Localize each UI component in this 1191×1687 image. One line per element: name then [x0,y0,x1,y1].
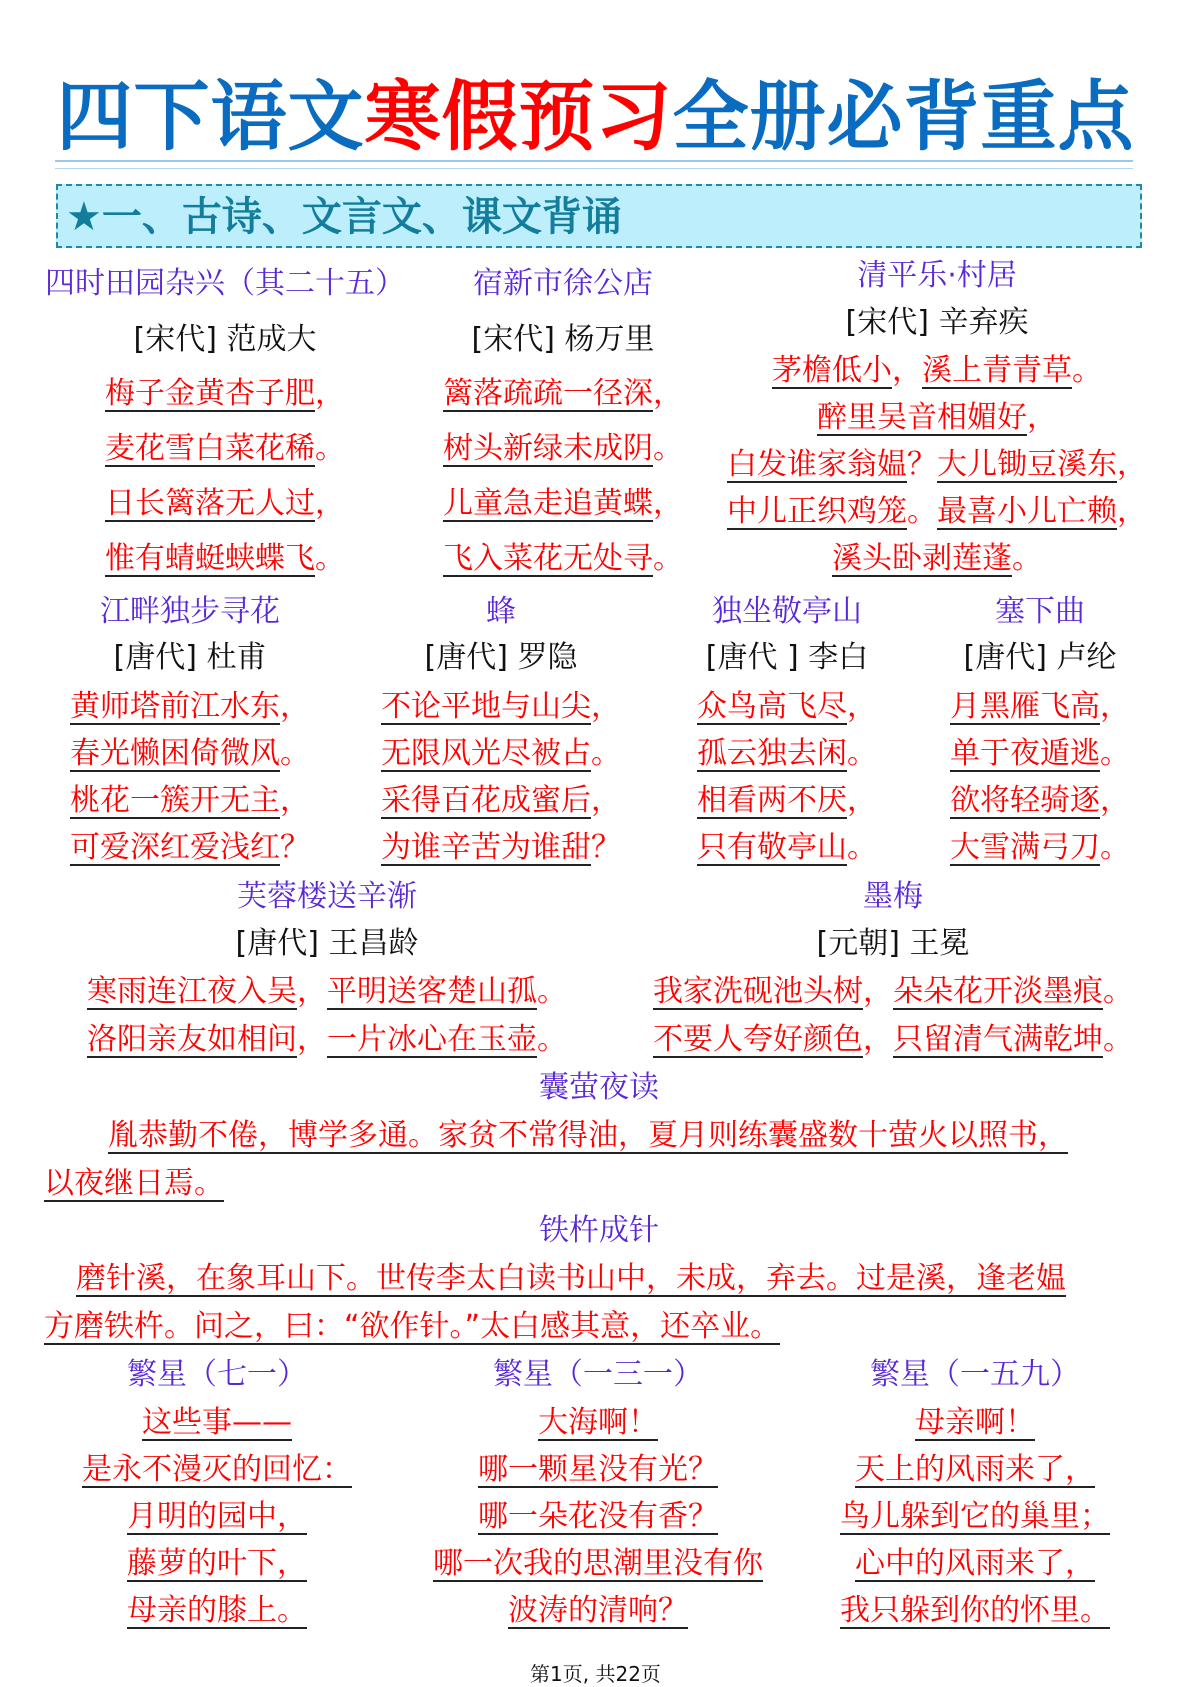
poem-line: 波涛的清响？ [508,1593,688,1628]
poem-line: 哪一颗星没有光？ [478,1452,718,1487]
poem-line: 哪一朵花没有香？ [478,1499,718,1534]
prose-line: 胤恭勤不倦，博学多通。家贫不常得油，夏月则练囊盛数十萤火以照书， [108,1118,1068,1153]
poem-title: 芙蓉楼送辛渐 [237,879,417,914]
poem-line: 桃花一簇开无主， [70,783,310,818]
poem-line: 是永不漫灭的回忆： [82,1452,352,1487]
underline [508,1627,688,1629]
poem-line: 大雪满弓刀。 [950,830,1130,865]
underline [478,1486,718,1488]
underline [70,864,280,866]
underline [70,723,280,725]
poem-line: 鸟儿躲到它的巢里； [840,1499,1110,1534]
underline [697,817,847,819]
underline [87,1056,297,1058]
underline [443,520,653,522]
poem-line: 欲将轻骑逐， [950,783,1130,818]
underline [950,723,1100,725]
underline [937,481,1117,483]
underline [727,481,907,483]
underline [443,465,653,467]
underline [840,1533,1110,1535]
underline [381,723,591,725]
underline [950,817,1100,819]
underline [443,410,653,412]
poem-line: 大海啊！ [538,1405,658,1440]
poem-title: 繁星（七一） [127,1357,307,1392]
poem-author: [宋代] 杨万里 [471,322,655,357]
underline [108,1152,1068,1154]
poem-line: 儿童急走追黄蝶， [443,486,683,521]
poem-line: 可爱深红爱浅红？ [70,830,310,865]
underline [381,817,591,819]
poem-line: 中儿正织鸡笼。最喜小儿亡赖， [727,494,1147,529]
title-part-2: 寒假预习 [364,72,673,161]
prose-line: 磨针溪，在象耳山下。世传李太白读书山中，未成，弃去。过是溪，逢老媪 [76,1261,1066,1296]
poem-line: 我只躲到你的怀里。 [840,1593,1110,1628]
poem-line: 不论平地与山尖， [381,689,621,724]
underline [105,465,315,467]
underline [893,1008,1103,1010]
poem-line: 心中的风雨来了， [855,1546,1095,1581]
poem-line: 哪一次我的思潮里没有你 [433,1546,763,1581]
poem-line: 梅子金黄杏子肥， [105,376,345,411]
underline [855,1486,1095,1488]
section-header [56,184,1142,248]
underline [142,1439,292,1441]
underline [127,1580,307,1582]
prose-line: 方磨铁杵。问之，曰：“欲作针。”太白感其意，还卒业。 [44,1309,781,1344]
poem-line: 不要人夸好颜色，只留清气满乾坤。 [653,1022,1133,1057]
underline [855,1580,1095,1582]
poem-author: [唐代] 杜甫 [113,640,267,675]
poem-title: 墨梅 [863,879,923,914]
poem-author: [唐代] 罗隐 [424,640,578,675]
poem-line: 篱落疏疏一径深， [443,376,683,411]
poem-title: 宿新市徐公店 [473,266,653,301]
poem-line: 这些事—— [142,1405,292,1440]
underline [82,1486,352,1488]
document-title [0,72,1191,162]
underline [697,770,847,772]
poem-line: 溪头卧剥莲蓬。 [832,541,1042,576]
poem-line: 相看两不厌， [697,783,877,818]
underline [44,1200,224,1202]
underline [950,864,1100,866]
poem-line: 藤萝的叶下， [127,1546,307,1581]
underline [127,1533,307,1535]
underline [381,864,591,866]
poem-line: 麦花雪白菜花稀。 [105,431,345,466]
underline [327,1056,537,1058]
poem-line: 母亲的膝上。 [127,1593,307,1628]
poem-line: 洛阳亲友如相问，一片冰心在玉壶。 [87,1022,567,1057]
poem-line: 寒雨连江夜入吴，平明送客楚山孤。 [87,974,567,1009]
poem-line: 醉里吴音相媚好， [817,400,1057,435]
underline [538,1439,658,1441]
poem-line: 为谁辛苦为谁甜？ [381,830,621,865]
underline [76,1295,1066,1297]
section-title: ★一、古诗、文言文、课文背诵 [66,194,622,240]
underline [433,1580,763,1582]
underline [840,1627,1110,1629]
underline [327,1008,537,1010]
underline [915,1439,1035,1441]
prose-title: 囊萤夜读 [539,1070,659,1105]
poem-line: 我家洗砚池头树，朵朵花开淡墨痕。 [653,974,1133,1009]
poem-line: 采得百花成蜜后， [381,783,621,818]
poem-author: [唐代] 卢纶 [963,640,1117,675]
poem-author: [宋代] 辛弃疾 [845,305,1029,340]
underline [653,1056,863,1058]
poem-line: 黄师塔前江水东， [70,689,310,724]
underline [70,817,280,819]
poem-line: 树头新绿未成阴。 [443,431,683,466]
poem-line: 天上的风雨来了， [855,1452,1095,1487]
poem-title: 繁星（一五九） [870,1357,1080,1392]
poem-title: 塞下曲 [995,594,1085,629]
underline [127,1627,307,1629]
underline [950,770,1100,772]
poem-line: 惟有蜻蜓蛱蝶飞。 [105,541,345,576]
poem-line: 孤云独去闲。 [697,736,877,771]
underline [922,387,1072,389]
underline [478,1533,718,1535]
underline [105,410,315,412]
poem-line: 春光懒困倚微风。 [70,736,310,771]
poem-line: 白发谁家翁媪？大儿锄豆溪东， [727,447,1147,482]
poem-author: [唐代 ] 李白 [705,640,869,675]
poem-author: [宋代] 范成大 [133,322,317,357]
poem-line: 只有敬亭山。 [697,830,877,865]
poem-title: 独坐敬亭山 [712,594,862,629]
underline [70,770,280,772]
title-part-3: 全册必背重点 [672,72,1135,161]
underline [772,387,892,389]
underline [44,1343,780,1345]
underline [381,770,591,772]
poem-author: [唐代] 王昌龄 [235,926,419,961]
poem-line: 单于夜遁逃。 [950,736,1130,771]
poem-title: 蜂 [486,594,516,629]
underline [832,575,1012,577]
poem-line: 月黑雁飞高， [950,689,1130,724]
underline [443,575,653,577]
poem-line: 众鸟高飞尽， [697,689,877,724]
underline [817,434,1027,436]
underline [893,1056,1103,1058]
underline [697,723,847,725]
poem-title: 清平乐·村居 [857,258,1017,293]
title-rule [55,168,1133,169]
underline [105,520,315,522]
poem-title: 繁星（一三一） [493,1357,703,1392]
underline [87,1008,297,1010]
poem-author: [元朝] 王冕 [816,926,970,961]
poem-title: 江畔独步寻花 [100,594,280,629]
poem-line: 无限风光尽被占。 [381,736,621,771]
page-number: 第1页, 共22页 [530,1662,661,1686]
underline [727,528,907,530]
poem-line: 茅檐低小，溪上青青草。 [772,353,1102,388]
underline [105,575,315,577]
prose-line: 以夜继日焉。 [44,1166,224,1201]
poem-title: 四时田园杂兴（其二十五） [45,266,405,301]
prose-title: 铁杵成针 [539,1213,659,1248]
title-part-1: 四下语文 [56,72,365,161]
title-rule [55,160,1133,162]
poem-line: 母亲啊！ [915,1405,1035,1440]
poem-line: 飞入菜花无处寻。 [443,541,683,576]
underline [697,864,847,866]
poem-line: 月明的园中， [127,1499,307,1534]
underline [937,528,1117,530]
poem-line: 日长篱落无人过， [105,486,345,521]
underline [653,1008,863,1010]
